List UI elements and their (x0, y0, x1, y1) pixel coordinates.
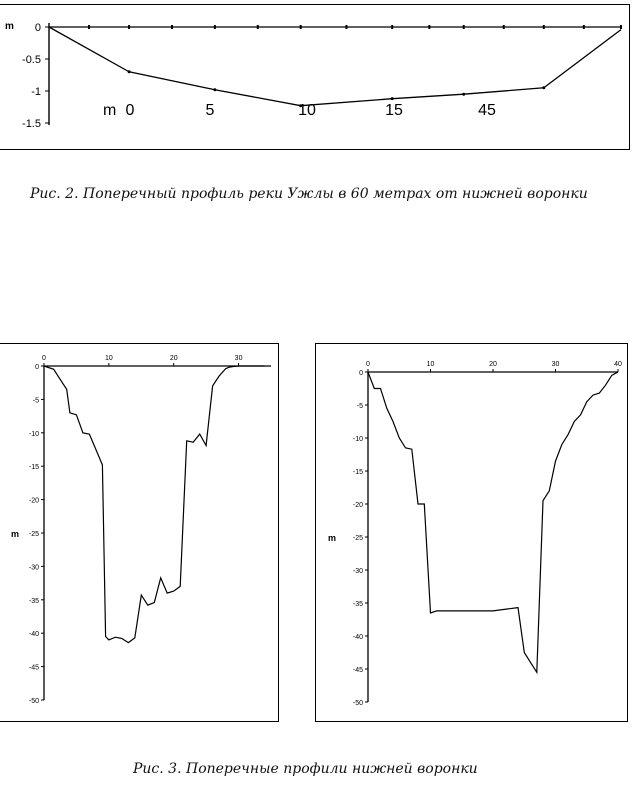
y-tick-label: -25 (28, 531, 39, 538)
x-tick-label: 5 (205, 102, 215, 119)
y-axis-label: m (5, 21, 14, 32)
data-point (542, 86, 545, 89)
y-axis-label: m (328, 533, 337, 543)
y-tick-label: -50 (28, 698, 39, 705)
y-tick-label: -20 (352, 502, 363, 509)
y-tick-label: 0 (34, 22, 41, 34)
y-tick-label: -25 (352, 535, 363, 542)
x-axis-unit-label: m (103, 102, 117, 119)
y-tick-label: -15 (352, 469, 363, 476)
y-tick-label: -1.5 (22, 118, 41, 130)
series-line (368, 372, 618, 672)
x-tick-label: 0 (125, 102, 135, 119)
data-point (462, 93, 465, 96)
y-tick-label: -45 (28, 664, 39, 672)
x-tick-label: 0 (42, 355, 46, 362)
chart-fig3b (316, 344, 627, 721)
y-tick-label: -40 (352, 634, 363, 641)
y-tick-label: -35 (352, 601, 363, 608)
y-tick-label: -0.5 (22, 54, 41, 66)
y-tick-label: 0 (35, 364, 39, 371)
y-tick-label: -30 (28, 564, 39, 572)
chart-fig3b-frame (315, 343, 628, 722)
data-point (391, 97, 394, 100)
x-tick-label: 20 (489, 361, 497, 368)
y-tick-label: -10 (28, 430, 39, 438)
chart-fig2-frame (0, 4, 630, 150)
x-tick-label: 40 (614, 361, 622, 368)
y-tick-label: -10 (352, 436, 363, 443)
data-point (213, 88, 216, 91)
chart-fig3a (0, 344, 278, 721)
y-tick-label: -1 (31, 86, 41, 98)
chart-fig2 (0, 5, 629, 149)
y-axis-label: m (11, 529, 20, 539)
y-tick-label: -40 (28, 631, 39, 639)
chart-fig3a-frame (0, 343, 279, 722)
y-tick-label: -15 (28, 464, 39, 472)
x-tick-label: 45 (478, 102, 496, 119)
x-tick-label: 0 (366, 361, 370, 368)
x-tick-label: 15 (385, 102, 403, 119)
y-tick-label: -45 (352, 667, 363, 674)
x-tick-label: 10 (426, 361, 435, 368)
x-tick-label: 10 (104, 355, 113, 362)
y-tick-label: -30 (352, 568, 363, 575)
x-tick-label: 10 (298, 102, 316, 119)
y-tick-label: -50 (352, 700, 363, 707)
x-tick-label: 30 (234, 355, 243, 362)
x-tick-label: 20 (169, 355, 178, 362)
y-tick-label: -5 (356, 403, 363, 410)
y-tick-label: -35 (28, 597, 39, 605)
series-line (49, 27, 621, 106)
y-tick-label: -5 (32, 397, 39, 405)
x-tick-label: 30 (551, 361, 560, 368)
y-tick-label: 0 (359, 370, 363, 377)
series-line (44, 366, 265, 643)
data-point (128, 70, 131, 73)
y-tick-label: -20 (28, 497, 39, 505)
figure-3-caption: Рис. 3. Поперечные профили нижней воронки (133, 761, 478, 777)
figure-2-caption: Рис. 2. Поперечный профиль реки Ужлы в 60 метрах от нижней воронки (30, 186, 588, 202)
